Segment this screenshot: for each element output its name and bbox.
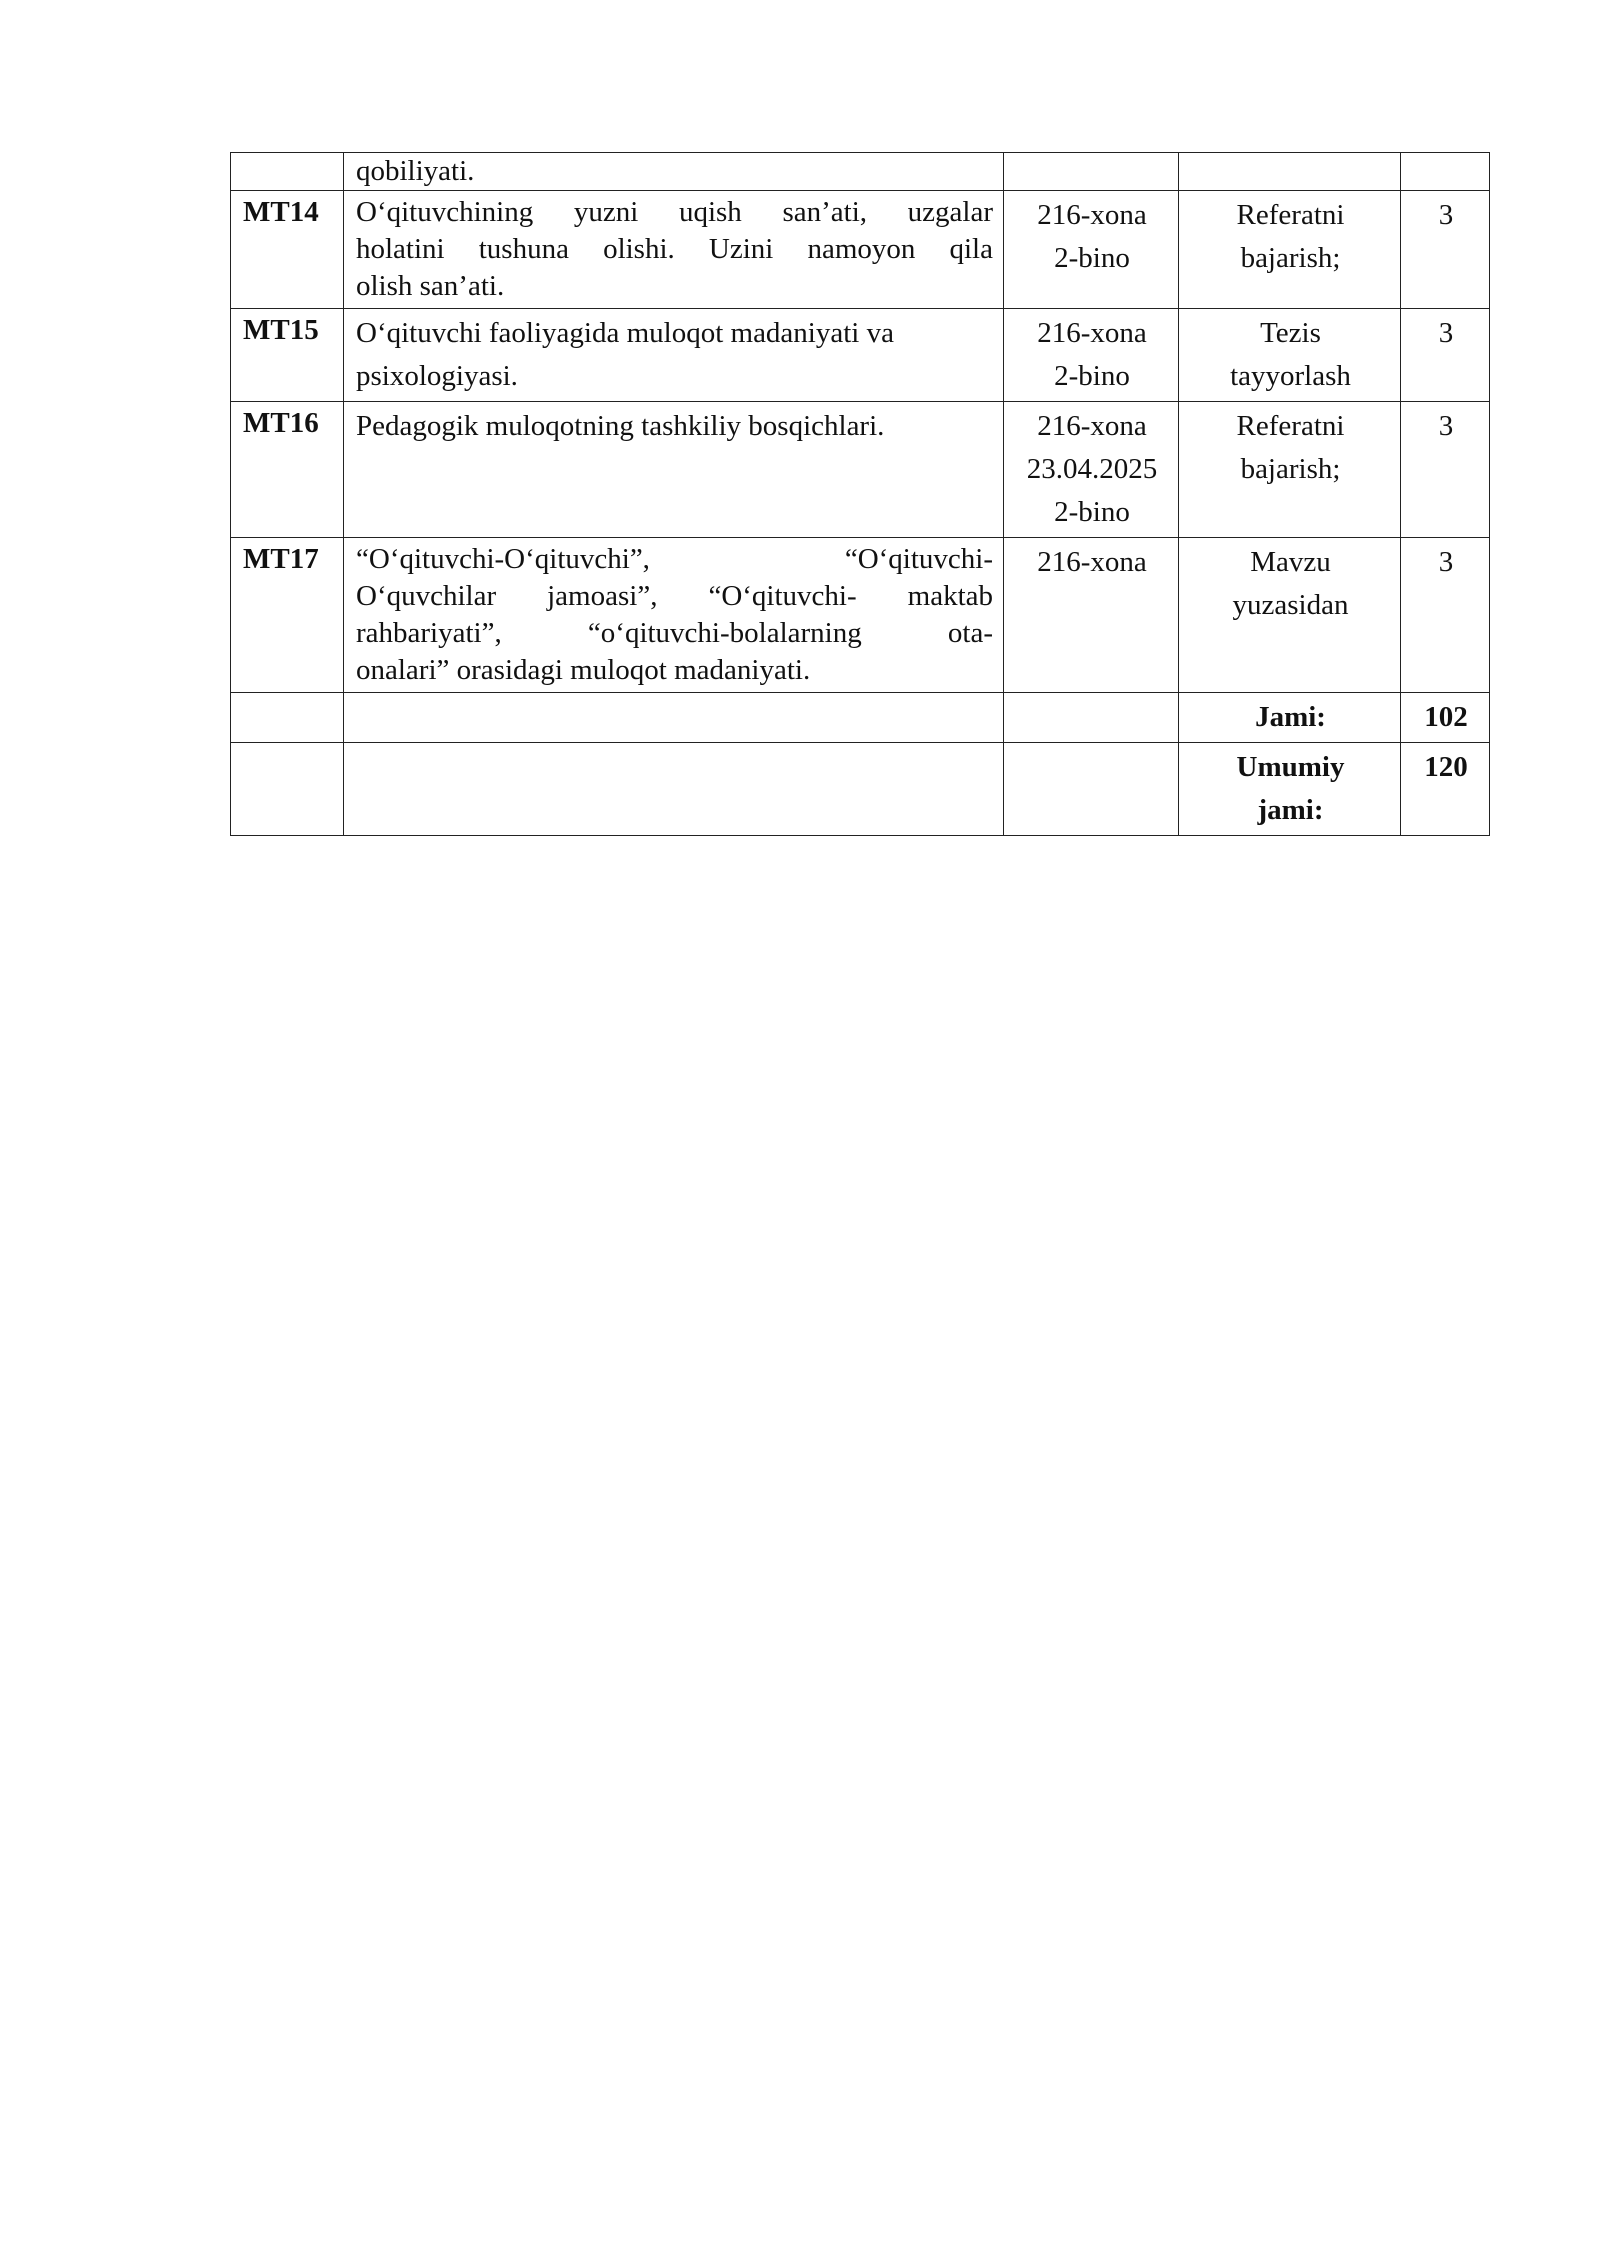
row-room — [1004, 538, 1179, 693]
row-topic — [344, 402, 1004, 538]
topic-line: olish san’ati. — [356, 270, 505, 302]
total-value: 102 — [1401, 693, 1490, 743]
topic-line: O‘quvchilar jamoasi”, “O‘qituvchi- maktab — [356, 580, 993, 612]
empty-cell — [344, 743, 1004, 836]
task-line: Mavzu — [1250, 546, 1331, 578]
row-topic — [344, 191, 1004, 309]
grand-total-value: 120 — [1401, 743, 1490, 836]
grand-total-label-line: Umumiy — [1236, 751, 1345, 783]
grand-total-label — [1179, 743, 1401, 836]
row-hours — [1401, 153, 1490, 191]
total-label: Jami: — [1179, 693, 1401, 743]
row-task — [1179, 191, 1401, 309]
row-code: MT14 — [231, 191, 344, 309]
task-line: Tezis — [1260, 317, 1321, 349]
task-line: Referatni — [1236, 199, 1345, 231]
empty-cell — [1004, 693, 1179, 743]
row-hours: 3 — [1401, 309, 1490, 402]
topic-line: qobiliyati. — [356, 155, 475, 187]
task-line: Referatni — [1236, 410, 1345, 442]
row-task — [1179, 538, 1401, 693]
total-row — [231, 693, 1490, 743]
empty-cell — [231, 693, 344, 743]
row-topic — [344, 309, 1004, 402]
topic-line: O‘qituvchi faoliyagida muloqot madaniyati va — [356, 317, 894, 349]
task-line: bajarish; — [1240, 242, 1341, 274]
independent-work-table — [230, 152, 1490, 836]
grand-total-label-line: jami: — [1257, 794, 1324, 826]
topic-line: onalari” orasidagi muloqot madaniyati. — [356, 654, 811, 686]
task-line: yuzasidan — [1232, 589, 1349, 621]
room-line: 23.04.2025 — [1026, 453, 1158, 485]
room-line: 216-xona — [1037, 410, 1147, 442]
row-code: MT17 — [231, 538, 344, 693]
row-task — [1179, 153, 1401, 191]
row-code: MT15 — [231, 309, 344, 402]
row-task — [1179, 309, 1401, 402]
table-row — [231, 538, 1490, 693]
row-hours: 3 — [1401, 538, 1490, 693]
room-line: 2-bino — [1054, 496, 1130, 528]
row-topic — [344, 538, 1004, 693]
table-row — [231, 191, 1490, 309]
row-hours: 3 — [1401, 191, 1490, 309]
room-line: 216-xona — [1037, 199, 1147, 231]
topic-line: Pedagogik muloqotning tashkiliy bosqichlari. — [356, 410, 885, 442]
table-row — [231, 153, 1490, 191]
row-code — [231, 153, 344, 191]
topic-line: psixologiyasi. — [356, 360, 518, 392]
row-room — [1004, 191, 1179, 309]
empty-cell — [1004, 743, 1179, 836]
topic-line: “O‘qituvchi-O‘qituvchi”, “O‘qituvchi- — [356, 543, 993, 575]
room-line: 216-xona — [1037, 317, 1147, 349]
topic-line: rahbariyati”, “o‘qituvchi-bolalarning ota- — [356, 617, 993, 649]
row-hours: 3 — [1401, 402, 1490, 538]
row-topic — [344, 153, 1004, 191]
empty-cell — [344, 693, 1004, 743]
topic-line: holatini tushuna olishi. Uzini namoyon qila — [356, 233, 993, 265]
table-row — [231, 309, 1490, 402]
row-room — [1004, 402, 1179, 538]
grand-total-row — [231, 743, 1490, 836]
row-code: MT16 — [231, 402, 344, 538]
row-task — [1179, 402, 1401, 538]
table-row — [231, 402, 1490, 538]
room-line: 2-bino — [1054, 360, 1130, 392]
task-line: bajarish; — [1240, 453, 1341, 485]
room-line: 216-xona — [1037, 546, 1147, 578]
room-line: 2-bino — [1054, 242, 1130, 274]
empty-cell — [231, 743, 344, 836]
task-line: tayyorlash — [1230, 360, 1351, 392]
row-room — [1004, 309, 1179, 402]
topic-line: O‘qituvchining yuzni uqish san’ati, uzgalar — [356, 196, 993, 228]
row-room — [1004, 153, 1179, 191]
